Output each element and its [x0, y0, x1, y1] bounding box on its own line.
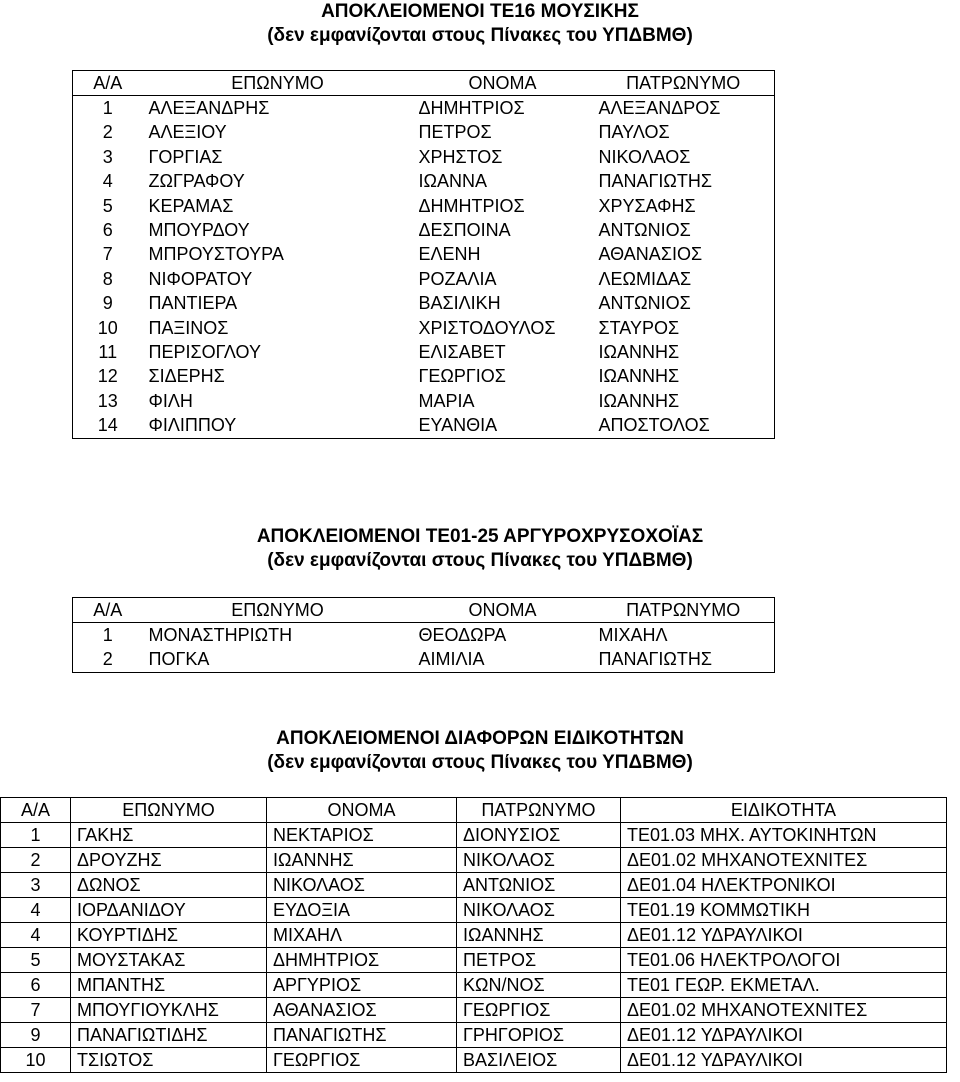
table-row	[1, 898, 947, 923]
cell-aa: 5	[102, 195, 113, 216]
cell-name: ΒΑΣΙΛΙΚΗ	[418, 293, 501, 314]
cell-name: ΕΛΙΣΑΒΕΤ	[418, 341, 506, 362]
col-header-surname: ΕΠΩΝΥΜΟ	[71, 798, 267, 823]
cell-aa: 4	[1, 898, 71, 923]
table-row	[73, 170, 775, 194]
table-silversmith	[72, 597, 775, 673]
cell-aa: 2	[102, 122, 113, 143]
cell-patronymic: ΓΡΗΓΟΡΙΟΣ	[457, 1023, 621, 1048]
cell-specialty: ΔΕ01.12 ΥΔΡΑΥΛΙΚΟΙ	[621, 1048, 947, 1073]
cell-name: ΑΙΜΙΛΙΑ	[418, 649, 485, 670]
cell-name: ΕΥΔΟΞΙΑ	[267, 898, 457, 923]
table-row	[73, 218, 775, 242]
table-row	[1, 1048, 947, 1073]
cell-aa: 4	[102, 171, 113, 192]
cell-patronymic: ΝΙΚΟΛΑΟΣ	[598, 146, 691, 167]
cell-surname: ΑΛΕΞΙΟΥ	[148, 122, 227, 143]
cell-patronymic: ΑΘΑΝΑΣΙΟΣ	[598, 244, 703, 265]
section-2-heading	[0, 525, 960, 573]
cell-patronymic: ΑΝΤΩΝΙΟΣ	[598, 293, 691, 314]
table-row	[1, 973, 947, 998]
cell-name: ΙΩΑΝΝΗΣ	[267, 848, 457, 873]
cell-name: ΑΘΑΝΑΣΙΟΣ	[267, 998, 457, 1023]
cell-patronymic: ΝΙΚΟΛΑΟΣ	[457, 848, 621, 873]
table-row	[1, 1023, 947, 1048]
cell-aa: 13	[97, 390, 118, 411]
cell-surname: ΔΡΟΥΖΗΣ	[71, 848, 267, 873]
table-music	[72, 70, 775, 439]
cell-aa: 1	[102, 98, 113, 119]
table-row	[73, 316, 775, 340]
col-header-name: ΟΝΟΜΑ	[267, 798, 457, 823]
cell-patronymic: ΛΕΩΜΙΔΑΣ	[598, 268, 692, 289]
cell-patronymic: ΠΕΤΡΟΣ	[457, 948, 621, 973]
table-row	[73, 365, 775, 389]
cell-surname: ΠΑΞΙΝΟΣ	[148, 317, 229, 338]
cell-aa: 6	[102, 220, 113, 241]
cell-patronymic: ΔΙΟΝΥΣΙΟΣ	[457, 823, 621, 848]
col-header-name: ΟΝΟΜΑ	[413, 598, 593, 623]
cell-patronymic: ΙΩΑΝΝΗΣ	[598, 341, 680, 362]
cell-name: ΘΕΟΔΩΡΑ	[418, 625, 507, 646]
cell-aa: 9	[102, 293, 113, 314]
section-1-title: ΑΠΟΚΛΕΙΟΜΕΝΟΙ ΤΕ16 ΜΟΥΣΙΚΗΣ	[321, 1, 639, 22]
table-row	[73, 292, 775, 316]
cell-name: ΕΛΕΝΗ	[418, 244, 481, 265]
cell-specialty: ΤΕ01.19 ΚΟΜΜΩΤΙΚΗ	[621, 898, 947, 923]
cell-patronymic: ΠΑΝΑΓΙΩΤΗΣ	[598, 649, 713, 670]
cell-patronymic: ΚΩΝ/ΝΟΣ	[457, 973, 621, 998]
cell-surname: ΦΙΛΗ	[148, 390, 193, 411]
cell-surname: ΜΠΡΟΥΣΤΟΥΡΑ	[148, 244, 284, 265]
cell-surname: ΠΑΝΤΙΕΡΑ	[148, 293, 238, 314]
table-row	[73, 389, 775, 413]
cell-surname: ΑΛΕΞΑΝΔΡΗΣ	[148, 98, 270, 119]
cell-surname: ΠΟΓΚΑ	[148, 649, 210, 670]
cell-specialty: ΔΕ01.02 ΜΗΧΑΝΟΤΕΧΝΙΤΕΣ	[621, 848, 947, 873]
cell-patronymic: ΑΛΕΞΑΝΔΡΟΣ	[598, 98, 721, 119]
cell-surname: ΔΩΝΟΣ	[71, 873, 267, 898]
col-header-patronymic: ΠΑΤΡΩΝΥΜΟ	[457, 798, 621, 823]
cell-aa: 2	[1, 848, 71, 873]
cell-surname: ΣΙΔΕΡΗΣ	[148, 366, 225, 387]
table-row	[73, 194, 775, 218]
cell-aa: 1	[1, 823, 71, 848]
section-3-title: ΑΠΟΚΛΕΙΟΜΕΝΟΙ ΔΙΑΦΟΡΩΝ ΕΙΔΙΚΟΤΗΤΩΝ	[276, 728, 684, 749]
cell-name: ΔΗΜΗΤΡΙΟΣ	[418, 195, 525, 216]
cell-patronymic: ΑΝΤΩΝΙΟΣ	[457, 873, 621, 898]
cell-surname: ΓΑΚΗΣ	[71, 823, 267, 848]
col-header-aa: Α/Α	[73, 598, 143, 623]
table-row	[73, 648, 775, 673]
table-row	[1, 848, 947, 873]
cell-name: ΝΙΚΟΛΑΟΣ	[267, 873, 457, 898]
cell-aa: 11	[98, 341, 118, 362]
cell-surname: ΦΙΛΙΠΠΟΥ	[148, 415, 237, 436]
cell-patronymic: ΧΡΥΣΑΦΗΣ	[598, 195, 696, 216]
cell-name: ΙΩΑΝΝΑ	[418, 171, 487, 192]
cell-specialty: ΤΕ01.06 ΗΛΕΚΤΡΟΛΟΓΟΙ	[621, 948, 947, 973]
table-row	[73, 96, 775, 121]
section-1-heading	[0, 0, 960, 48]
col-header-patronymic: ΠΑΤΡΩΝΥΜΟ	[593, 71, 775, 96]
cell-surname: ΜΟΝΑΣΤΗΡΙΩΤΗ	[148, 625, 293, 646]
cell-surname: ΚΟΥΡΤΙΔΗΣ	[71, 923, 267, 948]
cell-aa: 1	[102, 625, 113, 646]
cell-name: ΡΟΖΑΛΙΑ	[418, 268, 497, 289]
cell-specialty: ΔΕ01.12 ΥΔΡΑΥΛΙΚΟΙ	[621, 923, 947, 948]
cell-surname: ΤΣΙΩΤΟΣ	[71, 1048, 267, 1073]
table-header-row	[1, 798, 947, 823]
cell-patronymic: ΣΤΑΥΡΟΣ	[598, 317, 680, 338]
cell-surname: ΚΕΡΑΜΑΣ	[148, 195, 234, 216]
cell-aa: 4	[1, 923, 71, 948]
cell-aa: 10	[97, 317, 118, 338]
section-2-title: ΑΠΟΚΛΕΙΟΜΕΝΟΙ ΤΕ01-25 ΑΡΓΥΡΟΧΡΥΣΟΧΟΪΑΣ	[256, 526, 704, 547]
cell-name: ΝΕΚΤΑΡΙΟΣ	[267, 823, 457, 848]
table-row	[73, 340, 775, 364]
cell-aa: 12	[97, 366, 118, 387]
cell-name: ΓΕΩΡΓΙΟΣ	[267, 1048, 457, 1073]
table-row	[73, 121, 775, 145]
cell-surname: ΜΟΥΣΤΑΚΑΣ	[71, 948, 267, 973]
col-header-aa: Α/Α	[73, 71, 143, 96]
section-3-heading	[0, 727, 960, 775]
table-row	[1, 873, 947, 898]
cell-surname: ΜΠΟΥΡΔΟΥ	[148, 220, 250, 241]
col-header-surname: ΕΠΩΝΥΜΟ	[143, 71, 413, 96]
table-row	[1, 948, 947, 973]
cell-aa: 8	[102, 268, 113, 289]
cell-aa: 5	[1, 948, 71, 973]
table-row	[1, 823, 947, 848]
table-row	[73, 267, 775, 291]
section-3-subtitle: (δεν εμφανίζονται στους Πίνακες του ΥΠΔΒΜΘ)	[267, 752, 693, 773]
cell-name: ΜΑΡΙΑ	[418, 390, 475, 411]
cell-patronymic: ΙΩΑΝΝΗΣ	[457, 923, 621, 948]
cell-aa: 6	[1, 973, 71, 998]
cell-patronymic: ΝΙΚΟΛΑΟΣ	[457, 898, 621, 923]
cell-patronymic: ΓΕΩΡΓΙΟΣ	[457, 998, 621, 1023]
cell-aa: 3	[102, 146, 113, 167]
cell-patronymic: ΑΝΤΩΝΙΟΣ	[598, 220, 691, 241]
col-header-name: ΟΝΟΜΑ	[413, 71, 593, 96]
cell-name: ΔΗΜΗΤΡΙΟΣ	[418, 98, 525, 119]
cell-name: ΧΡΙΣΤΟΔΟΥΛΟΣ	[418, 317, 556, 338]
cell-aa: 9	[1, 1023, 71, 1048]
table-header-row	[73, 71, 775, 96]
cell-name: ΠΕΤΡΟΣ	[418, 122, 492, 143]
cell-patronymic: ΙΩΑΝΝΗΣ	[598, 390, 680, 411]
table-row	[73, 243, 775, 267]
cell-aa: 7	[1, 998, 71, 1023]
table-row	[1, 998, 947, 1023]
cell-surname: ΝΙΦΟΡΑΤΟΥ	[148, 268, 253, 289]
cell-aa: 3	[1, 873, 71, 898]
cell-specialty: ΔΕ01.04 ΗΛΕΚΤΡΟΝΙΚΟΙ	[621, 873, 947, 898]
cell-patronymic: ΑΠΟΣΤΟΛΟΣ	[598, 415, 710, 436]
cell-specialty: ΔΕ01.12 ΥΔΡΑΥΛΙΚΟΙ	[621, 1023, 947, 1048]
cell-surname: ΖΩΓΡΑΦΟΥ	[148, 171, 245, 192]
cell-patronymic: ΜΙΧΑΗΛ	[598, 625, 668, 646]
cell-surname: ΠΑΝΑΓΙΩΤΙΔΗΣ	[71, 1023, 267, 1048]
col-header-patronymic: ΠΑΤΡΩΝΥΜΟ	[593, 598, 775, 623]
table-row	[1, 923, 947, 948]
cell-specialty: ΤΕ01.03 ΜΗΧ. ΑΥΤΟΚΙΝΗΤΩΝ	[621, 823, 947, 848]
cell-aa: 14	[97, 415, 118, 436]
table-row	[73, 145, 775, 169]
table-header-row	[73, 598, 775, 623]
section-1-subtitle: (δεν εμφανίζονται στους Πίνακες του ΥΠΔΒΜΘ)	[267, 25, 693, 46]
cell-patronymic: ΒΑΣΙΛΕΙΟΣ	[457, 1048, 621, 1073]
cell-name: ΕΥΑΝΘΙΑ	[418, 415, 498, 436]
cell-surname: ΓΟΡΓΙΑΣ	[148, 146, 223, 167]
table-various-specialties	[0, 797, 947, 1073]
cell-surname: ΠΕΡΙΣΟΓΛΟΥ	[148, 341, 261, 362]
cell-aa: 7	[102, 244, 113, 265]
cell-name: ΔΗΜΗΤΡΙΟΣ	[267, 948, 457, 973]
cell-specialty: ΤΕ01 ΓΕΩΡ. ΕΚΜΕΤΑΛ.	[621, 973, 947, 998]
cell-name: ΠΑΝΑΓΙΩΤΗΣ	[267, 1023, 457, 1048]
cell-name: ΧΡΗΣΤΟΣ	[418, 146, 503, 167]
cell-specialty: ΔΕ01.02 ΜΗΧΑΝΟΤΕΧΝΙΤΕΣ	[621, 998, 947, 1023]
table-row	[73, 413, 775, 438]
cell-name: ΜΙΧΑΗΛ	[267, 923, 457, 948]
cell-name: ΔΕΣΠΟΙΝΑ	[418, 220, 511, 241]
cell-patronymic: ΙΩΑΝΝΗΣ	[598, 366, 680, 387]
cell-aa: 2	[102, 649, 113, 670]
cell-name: ΑΡΓΥΡΙΟΣ	[267, 973, 457, 998]
cell-name: ΓΕΩΡΓΙΟΣ	[418, 366, 506, 387]
cell-surname: ΙΟΡΔΑΝΙΔΟΥ	[71, 898, 267, 923]
table-row	[73, 623, 775, 648]
cell-surname: ΜΠΟΥΓΙΟΥΚΛΗΣ	[71, 998, 267, 1023]
section-2-subtitle: (δεν εμφανίζονται στους Πίνακες του ΥΠΔΒΜΘ)	[267, 550, 693, 571]
cell-patronymic: ΠΑΝΑΓΙΩΤΗΣ	[598, 171, 713, 192]
cell-aa: 10	[1, 1048, 71, 1073]
cell-patronymic: ΠΑΥΛΟΣ	[598, 122, 670, 143]
col-header-specialty: ΕΙΔΙΚΟΤΗΤΑ	[621, 798, 947, 823]
col-header-aa: Α/Α	[1, 798, 71, 823]
col-header-surname: ΕΠΩΝΥΜΟ	[143, 598, 413, 623]
cell-surname: ΜΠΑΝΤΗΣ	[71, 973, 267, 998]
